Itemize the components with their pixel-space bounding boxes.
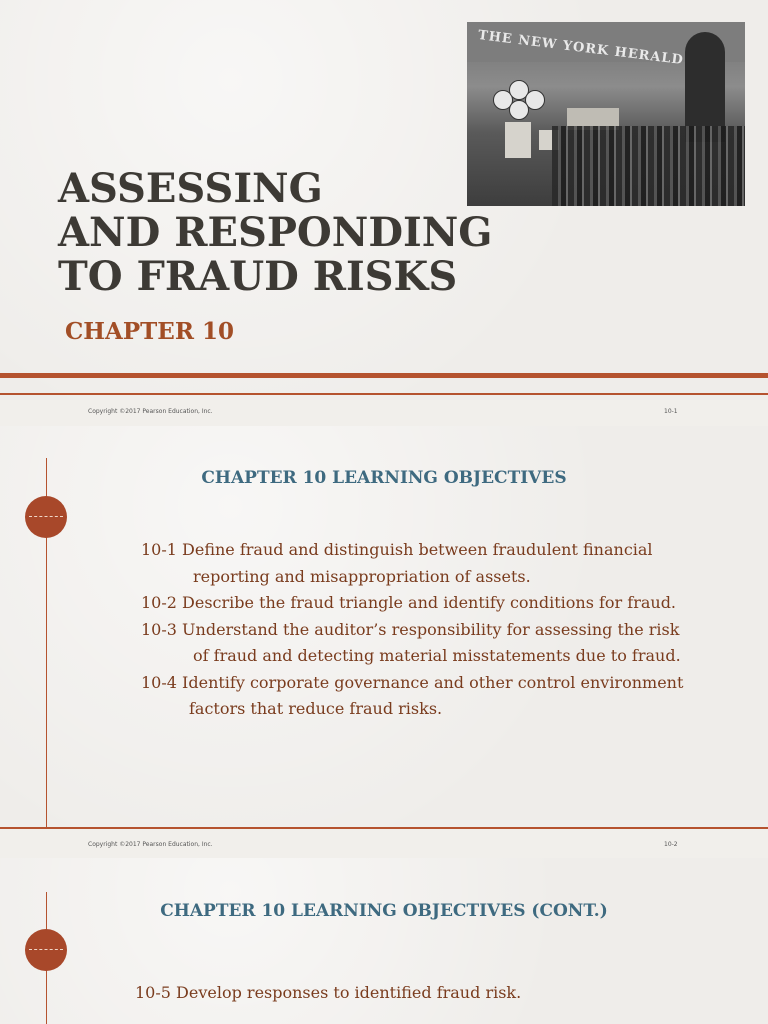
objectives-slide [0, 426, 768, 828]
list-item: 10-5 Develop responses to identified fraud risk. [135, 983, 522, 1002]
objectives-list [135, 980, 521, 1007]
slide-heading: CHAPTER 10 LEARNING OBJECTIVES [201, 468, 567, 488]
page-number: 10-1 [664, 408, 678, 415]
accent-band [0, 373, 768, 378]
decorative-circle [25, 496, 67, 538]
photo-sign-text: THE NEW YORK HERALD [477, 28, 685, 69]
slide-title [58, 167, 492, 299]
newspaper-crowd-photo [467, 22, 745, 206]
page-number: 10-2 [664, 841, 678, 848]
list-item: 10-3 Understand the auditor’s responsibility for assessing the risk [141, 619, 680, 639]
title-slide [0, 0, 768, 400]
list-item: 10-1 Define fraud and distinguish between fraudulent financial [141, 540, 653, 559]
copyright-text: Copyright ©2017 Pearson Education, Inc. [88, 841, 213, 848]
objectives-list [141, 537, 683, 723]
list-item: of fraud and detecting material misstatements due to fraud. [193, 646, 681, 665]
list-item: factors that reduce fraud risks. [189, 699, 443, 718]
decorative-circle [25, 929, 67, 971]
chapter-subtitle: CHAPTER 10 [65, 318, 234, 345]
accent-line [0, 393, 768, 395]
list-item: reporting and misappropriation of assets. [193, 566, 531, 586]
slide-divider [0, 827, 768, 829]
objectives-cont-slide [0, 858, 768, 1024]
list-item: 10-2 Describe the fraud triangle and identify conditions for fraud. [141, 593, 677, 612]
title-line: ASSESSING [58, 165, 323, 212]
copyright-text: Copyright ©2017 Pearson Education, Inc. [88, 408, 213, 415]
list-item: 10-4 Identify corporate governance and other control environment [141, 672, 684, 692]
slide-heading: CHAPTER 10 LEARNING OBJECTIVES (CONT.) [160, 901, 608, 921]
title-line: AND RESPONDING [58, 209, 493, 256]
title-line: TO FRAUD RISKS [58, 253, 458, 300]
